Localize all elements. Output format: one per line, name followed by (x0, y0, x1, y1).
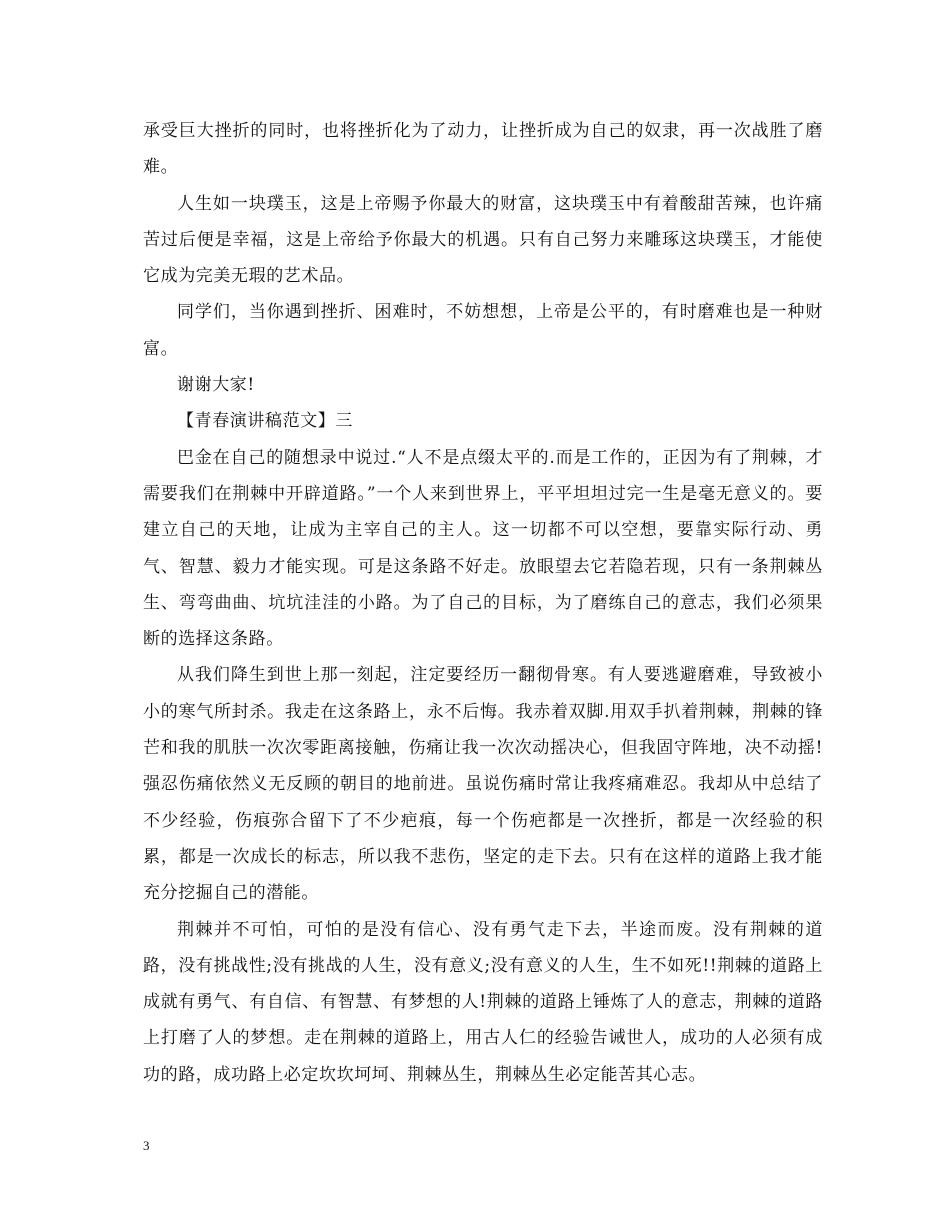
paragraph: 人生如一块璞玉，这是上帝赐予你最大的财富，这块璞玉中有着酸甜苦辣，也许痛苦过后便是幸福，这是上帝给予你最大的机遇。只有自己努力来雕琢这块璞玉，才能使它成为完美无瑕的艺术品。 (143, 193, 823, 287)
paragraph: 巴金在自己的随想录中说过.“人不是点缀太平的.而是工作的，正因为有了荆棘，才需要我们在荆棘中开辟道路。”一个人来到世界上，平平坦坦过完一生是毫无意义的。要建立自己的天地，让成为主宰自己的主人。这一切都不可以空想，要靠实际行动、勇气、智慧、毅力才能实现。可是这条路不好走。放眼望去它若隐若现，只有一条荆棘丛生、弯弯曲曲、坑坑洼洼的小路。为了自己的目标，为了磨练自己的意志，我们必须果断的选择这条路。 (143, 447, 823, 650)
closing-line: 谢谢大家! (177, 375, 255, 396)
paragraph-continuation: 承受巨大挫折的同时，也将挫折化为了动力，让挫折成为自己的奴隶，再一次战胜了磨难。 (143, 121, 823, 178)
paragraph: 荆棘并不可怕，可怕的是没有信心、没有勇气走下去，半途而废。没有荆棘的道路，没有挑战性;没有挑战的人生，没有意义;没有意义的人生，生不如死!!荆棘的道路上成就有勇气、有自信、有智慧、有梦想的人!荆棘的道路上锤炼了人的意志，荆棘的道路上打磨了人的梦想。走在荆棘的道路上，用古人仁的经验告诫世人，成功的人必须有成功的路，成功路上必定坎坎坷坷、荆棘丛生，荆棘丛生必定能苦其心志。 (143, 919, 823, 1085)
document-body (143, 113, 823, 1093)
paragraph: 同学们，当你遇到挫折、困难时，不妨想想，上帝是公平的，有时磨难也是一种财富。 (143, 302, 823, 359)
paragraph: 从我们降生到世上那一刻起，注定要经历一翻彻骨寒。有人要逃避磨难，导致被小小的寒气所封杀。我走在这条路上，永不后悔。我赤着双脚.用双手扒着荆棘，荆棘的锋芒和我的肌肤一次次零距离接触，伤痛让我一次次动摇决心，但我固守阵地，决不动摇!强忍伤痛依然义无反顾的朝目的地前进。虽说伤痛时常让我疼痛难忍。我却从中总结了不少经验，伤痕弥合留下了不少疤痕，每一个伤疤都是一次挫折，都是一次经验的积累，都是一次成长的标志，所以我不悲伤，坚定的走下去。只有在这样的道路上我才能充分挖掘自己的潜能。 (143, 665, 823, 904)
section-heading: 【青春演讲稿范文】三 (177, 411, 353, 432)
page-number: 3 (143, 1138, 150, 1153)
